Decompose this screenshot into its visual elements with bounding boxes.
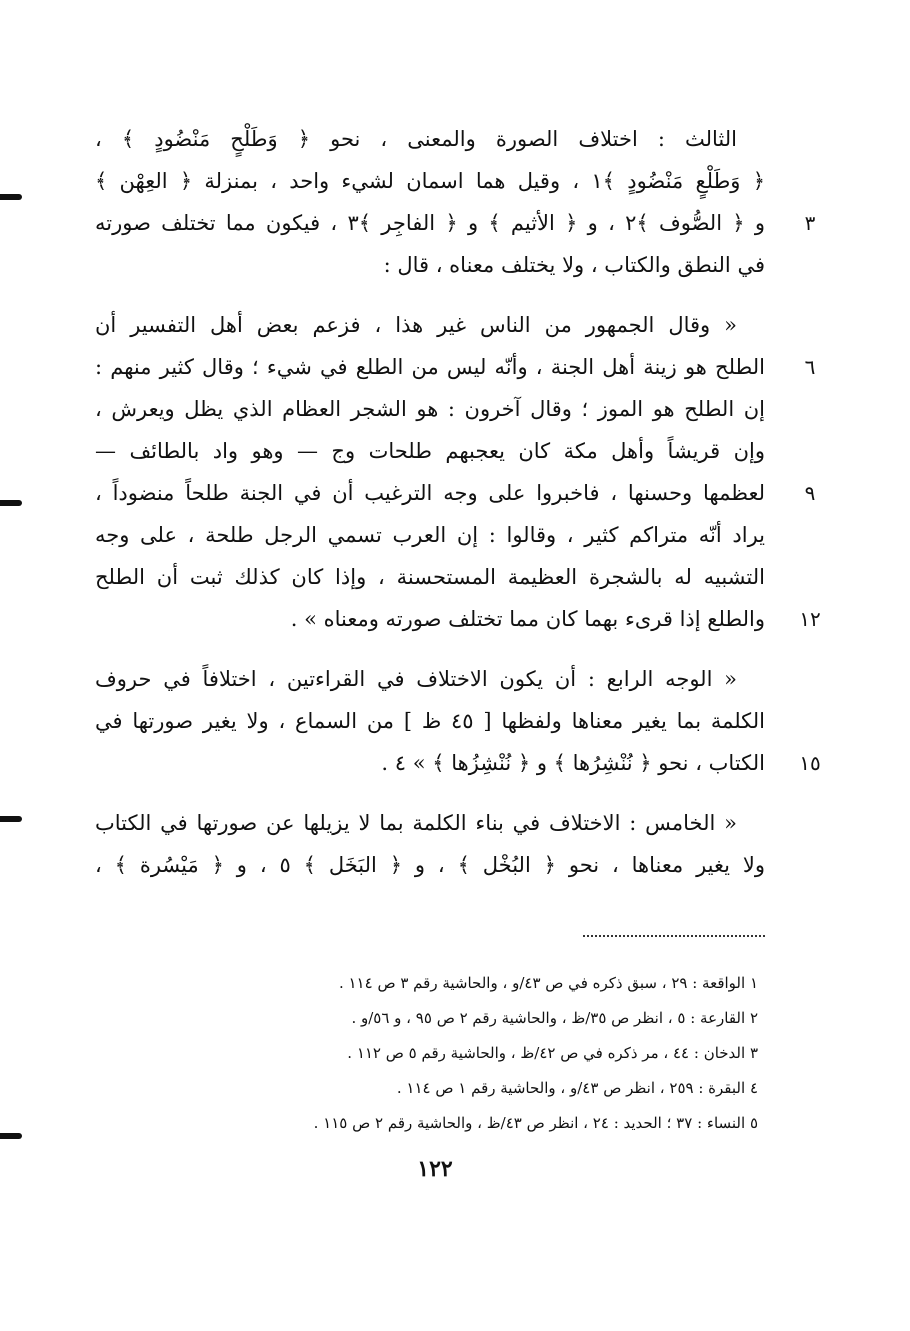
margin-mark: [0, 194, 22, 200]
line-number: ٣: [804, 211, 816, 235]
body-line: و ﴿ الصُّوف ﴾٢ ، و ﴿ الأثيم ﴾ و ﴿ الفاجِر ﴾٣ ، فيكون مما تختلف صورته: [95, 211, 765, 235]
line-number: ١٢: [799, 607, 821, 631]
margin-mark: [0, 816, 22, 822]
margin-mark: [0, 1133, 22, 1139]
margin-mark: [0, 500, 22, 506]
body-line: يراد أنّه متراكم كثير ، وقالوا : إن العرب تسمي الرجل طلحة ، على وجه: [95, 523, 765, 547]
body-line: والطلع إذا قرىء بهما كان مما تختلف صورته ومعناه » .: [290, 607, 765, 631]
body-line: الكتاب ، نحو ﴿ نُنْشِرُها ﴾ و ﴿ نُنْشِزُها ﴾ » ٤ .: [381, 751, 765, 775]
body-line: ﴿ وَطَلْعٍ مَنْضُودٍ ﴾١ ، وقيل هما اسمان لشيء واحد ، بمنزلة ﴿ العِهْن ﴾: [95, 169, 765, 193]
line-number: ١٥: [799, 751, 821, 775]
footnote-separator: [583, 935, 765, 937]
body-line: « الوجه الرابع : أن يكون الاختلاف في القراءتين ، اختلافاً في حروف: [95, 667, 737, 691]
body-line: ولا يغير معناها ، نحو ﴿ البُخْل ﴾ ، و ﴿ البَخَل ﴾ ٥ ، و ﴿ مَيْسُرة ﴾ ،: [95, 853, 765, 877]
footnote: ١ الواقعة : ٢٩ ، سبق ذكره في ص ٤٣/و ، والحاشية رقم ٣ ص ١١٤ .: [338, 974, 758, 992]
footnote: ٥ النساء : ٣٧ ؛ الحديد : ٢٤ ، انظر ص ٤٣/ظ ، والحاشية رقم ٢ ص ١١٥ .: [313, 1114, 758, 1132]
body-line: « الخامس : الاختلاف في بناء الكلمة بما لا يزيلها عن صورتها في الكتاب: [95, 811, 737, 835]
body-line: لعظمها وحسنها ، فاخبروا على وجه الترغيب أن في الجنة طلحاً منضوداً ،: [95, 481, 765, 505]
page-number: ١٢٢: [417, 1156, 453, 1182]
body-line: إن الطلح هو الموز ؛ وقال آخرون : هو الشجر العظام الذي يظل ويعرش ،: [95, 397, 765, 421]
body-line: في النطق والكتاب ، ولا يختلف معناه ، قال :: [383, 253, 765, 277]
body-line: وإن قريشاً وأهل مكة كان يعجبهم طلحات وج — وهو واد بالطائف —: [95, 439, 765, 463]
body-line: الثالث : اختلاف الصورة والمعنى ، نحو ﴿ وَطَلْحٍ مَنْضُودٍ ﴾ ،: [95, 127, 737, 151]
body-line: الكلمة بما يغير معناها ولفظها [ ٤٥ ظ ] من السماع ، ولا يغير صورتها في: [95, 709, 765, 733]
footnote: ٢ القارعة : ٥ ، انظر ص ٣٥/ظ ، والحاشية رقم ٢ ص ٩٥ ، و ٥٦/و .: [351, 1009, 758, 1027]
footnote: ٣ الدخان : ٤٤ ، مر ذكره في ص ٤٢/ظ ، والحاشية رقم ٥ ص ١١٢ .: [347, 1044, 758, 1062]
footnote: ٤ البقرة : ٢٥٩ ، انظر ص ٤٣/و ، والحاشية رقم ١ ص ١١٤ .: [396, 1079, 758, 1097]
line-number: ٦: [804, 355, 816, 379]
body-line: الطلح هو زينة أهل الجنة ، وأنّه ليس من الطلع في شيء ؛ وقال كثير منهم :: [95, 355, 765, 379]
body-line: التشبيه له بالشجرة العظيمة المستحسنة ، وإذا كان كذلك ثبت أن الطلح: [95, 565, 765, 589]
body-line: « وقال الجمهور من الناس غير هذا ، فزعم بعض أهل التفسير أن: [95, 313, 737, 337]
line-number: ٩: [804, 481, 816, 505]
